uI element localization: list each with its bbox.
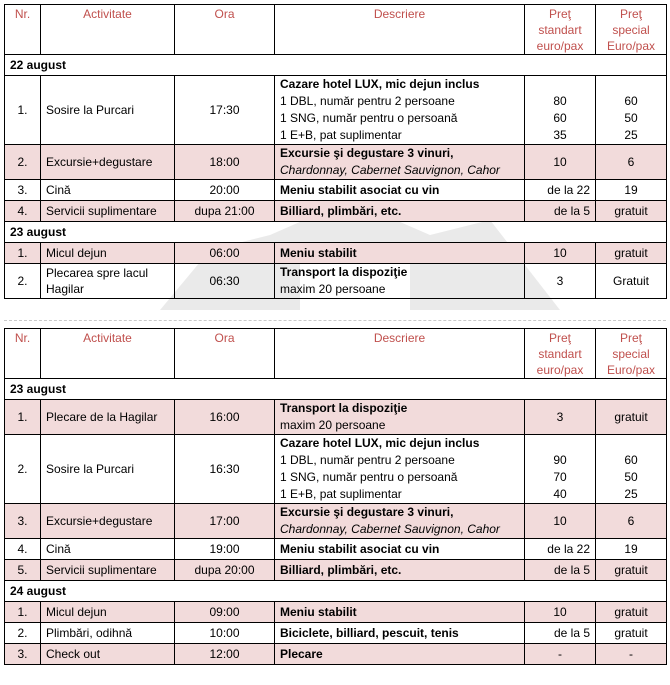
description-title: Excursie şi degustare 3 vinuri,	[280, 146, 454, 160]
row-time: dupa 21:00	[175, 201, 275, 222]
row-price-special	[596, 435, 667, 504]
row-activity: Micul dejun	[41, 602, 175, 623]
table-row	[5, 400, 667, 435]
row-price-special: gratuit	[596, 201, 667, 222]
row-price-special: gratuit	[596, 602, 667, 623]
row-description	[275, 400, 525, 435]
row-price-standard: de la 22	[525, 539, 596, 560]
header-time: Ora	[175, 329, 275, 379]
description-line: 1 SNG, număr pentru o persoană	[280, 111, 458, 125]
row-price-standard	[525, 76, 596, 145]
row-price-standard: 10	[525, 602, 596, 623]
date-label: 22 august	[5, 55, 667, 76]
price-value: 90	[553, 453, 567, 467]
description-title: Excursie şi degustare 3 vinuri,	[280, 505, 454, 519]
header-activity: Activitate	[41, 329, 175, 379]
row-description: Meniu stabilit asociat cu vin	[275, 180, 525, 201]
row-time: 16:30	[175, 435, 275, 504]
row-time: 10:00	[175, 623, 275, 644]
description-line: 1 DBL, număr pentru 2 persoane	[280, 453, 455, 467]
row-price-special: gratuit	[596, 623, 667, 644]
row-price-special	[596, 76, 667, 145]
row-price-special: gratuit	[596, 243, 667, 264]
description-line: Chardonnay, Cabernet Sauvignon, Cahor	[280, 522, 500, 536]
row-activity: Cină	[41, 180, 175, 201]
row-price-standard: 10	[525, 243, 596, 264]
price-value: 60	[624, 453, 638, 467]
description-line: 1 E+B, pat suplimentar	[280, 128, 402, 142]
row-price-standard: 3	[525, 400, 596, 435]
row-description	[275, 145, 525, 180]
row-activity: Plecarea spre lacul Hagilar	[41, 264, 175, 299]
table-row	[5, 539, 667, 560]
header-price-standard: Preţ standart euro/pax	[525, 5, 596, 55]
description-line: maxim 20 persoane	[280, 282, 386, 296]
row-activity: Plimbări, odihnă	[41, 623, 175, 644]
header-activity: Activitate	[41, 5, 175, 55]
row-activity: Check out	[41, 644, 175, 665]
price-value: 50	[624, 111, 638, 125]
row-time: dupa 20:00	[175, 560, 275, 581]
row-nr: 3.	[5, 644, 41, 665]
price-value: 25	[624, 487, 638, 501]
header-time: Ora	[175, 5, 275, 55]
header-price-special: Preţ special Euro/pax	[596, 329, 667, 379]
table-row	[5, 180, 667, 201]
row-description: Billiard, plimbări, etc.	[275, 560, 525, 581]
date-row	[5, 55, 667, 76]
row-price-standard: de la 5	[525, 201, 596, 222]
row-nr: 1.	[5, 602, 41, 623]
row-price-standard	[525, 435, 596, 504]
table-row	[5, 243, 667, 264]
description-line: Chardonnay, Cabernet Sauvignon, Cahor	[280, 163, 500, 177]
row-nr: 1.	[5, 76, 41, 145]
row-time: 12:00	[175, 644, 275, 665]
table-row	[5, 76, 667, 145]
price-value: 40	[553, 487, 567, 501]
description-title: Cazare hotel LUX, mic dejun inclus	[280, 436, 480, 450]
row-price-special: Gratuit	[596, 264, 667, 299]
header-nr: Nr.	[5, 5, 41, 55]
row-description	[275, 76, 525, 145]
row-time: 17:00	[175, 504, 275, 539]
description-line: 1 DBL, număr pentru 2 persoane	[280, 94, 455, 108]
row-activity: Excursie+degustare	[41, 145, 175, 180]
row-nr: 4.	[5, 201, 41, 222]
price-value: 80	[553, 94, 567, 108]
header-price-special: Preţ special Euro/pax	[596, 5, 667, 55]
row-description: Meniu stabilit	[275, 243, 525, 264]
schedule-table-2	[4, 328, 667, 665]
row-price-special: gratuit	[596, 560, 667, 581]
row-price-special: gratuit	[596, 400, 667, 435]
row-nr: 2.	[5, 435, 41, 504]
row-nr: 2.	[5, 145, 41, 180]
header-description: Descriere	[275, 5, 525, 55]
schedule-table-1	[4, 4, 667, 299]
row-activity: Sosire la Purcari	[41, 76, 175, 145]
table-row	[5, 435, 667, 504]
table-row	[5, 623, 667, 644]
row-price-standard: de la 5	[525, 560, 596, 581]
row-nr: 2.	[5, 264, 41, 299]
price-value: 70	[553, 470, 567, 484]
row-time: 19:00	[175, 539, 275, 560]
row-activity: Sosire la Purcari	[41, 435, 175, 504]
header-row	[5, 329, 667, 379]
table-row	[5, 644, 667, 665]
row-activity: Excursie+degustare	[41, 504, 175, 539]
table-row	[5, 504, 667, 539]
row-price-standard: -	[525, 644, 596, 665]
row-nr: 1.	[5, 400, 41, 435]
row-price-standard: 3	[525, 264, 596, 299]
price-value: 60	[553, 111, 567, 125]
header-description: Descriere	[275, 329, 525, 379]
price-value: 60	[624, 94, 638, 108]
header-price-standard: Preţ standart euro/pax	[525, 329, 596, 379]
row-price-special: 19	[596, 539, 667, 560]
date-label: 24 august	[5, 581, 667, 602]
row-nr: 4.	[5, 539, 41, 560]
price-value: 35	[553, 128, 567, 142]
row-nr: 5.	[5, 560, 41, 581]
table-row	[5, 602, 667, 623]
table-row	[5, 201, 667, 222]
row-activity: Servicii suplimentare	[41, 560, 175, 581]
page-separator	[4, 320, 666, 321]
row-price-special: 6	[596, 145, 667, 180]
row-nr: 3.	[5, 180, 41, 201]
header-nr: Nr.	[5, 329, 41, 379]
row-time: 17:30	[175, 76, 275, 145]
row-description	[275, 264, 525, 299]
row-price-special: -	[596, 644, 667, 665]
row-price-standard: de la 22	[525, 180, 596, 201]
row-description	[275, 504, 525, 539]
row-activity: Servicii suplimentare	[41, 201, 175, 222]
row-price-standard: 10	[525, 504, 596, 539]
table-row	[5, 264, 667, 299]
row-time: 16:00	[175, 400, 275, 435]
description-title: Cazare hotel LUX, mic dejun inclus	[280, 77, 480, 91]
price-value: 25	[624, 128, 638, 142]
row-time: 20:00	[175, 180, 275, 201]
row-description: Meniu stabilit asociat cu vin	[275, 539, 525, 560]
row-time: 09:00	[175, 602, 275, 623]
row-price-standard: 10	[525, 145, 596, 180]
row-activity: Micul dejun	[41, 243, 175, 264]
row-activity: Cină	[41, 539, 175, 560]
description-title: Transport la dispoziţie	[280, 265, 408, 279]
description-line: maxim 20 persoane	[280, 418, 386, 432]
table-row	[5, 145, 667, 180]
description-line: 1 SNG, număr pentru o persoană	[280, 470, 458, 484]
row-nr: 2.	[5, 623, 41, 644]
row-description: Meniu stabilit	[275, 602, 525, 623]
row-time: 18:00	[175, 145, 275, 180]
description-title: Transport la dispoziţie	[280, 401, 408, 415]
price-value: 50	[624, 470, 638, 484]
row-price-special: 6	[596, 504, 667, 539]
date-row	[5, 581, 667, 602]
row-price-special: 19	[596, 180, 667, 201]
row-description: Billiard, plimbări, etc.	[275, 201, 525, 222]
date-row	[5, 222, 667, 243]
date-label: 23 august	[5, 379, 667, 400]
date-row	[5, 379, 667, 400]
row-nr: 3.	[5, 504, 41, 539]
row-description: Plecare	[275, 644, 525, 665]
row-description	[275, 435, 525, 504]
header-row	[5, 5, 667, 55]
row-nr: 1.	[5, 243, 41, 264]
table-row	[5, 560, 667, 581]
date-label: 23 august	[5, 222, 667, 243]
row-description: Biciclete, billiard, pescuit, tenis	[275, 623, 525, 644]
row-activity: Plecare de la Hagilar	[41, 400, 175, 435]
description-line: 1 E+B, pat suplimentar	[280, 487, 402, 501]
row-time: 06:00	[175, 243, 275, 264]
row-price-standard: de la 5	[525, 623, 596, 644]
row-time: 06:30	[175, 264, 275, 299]
